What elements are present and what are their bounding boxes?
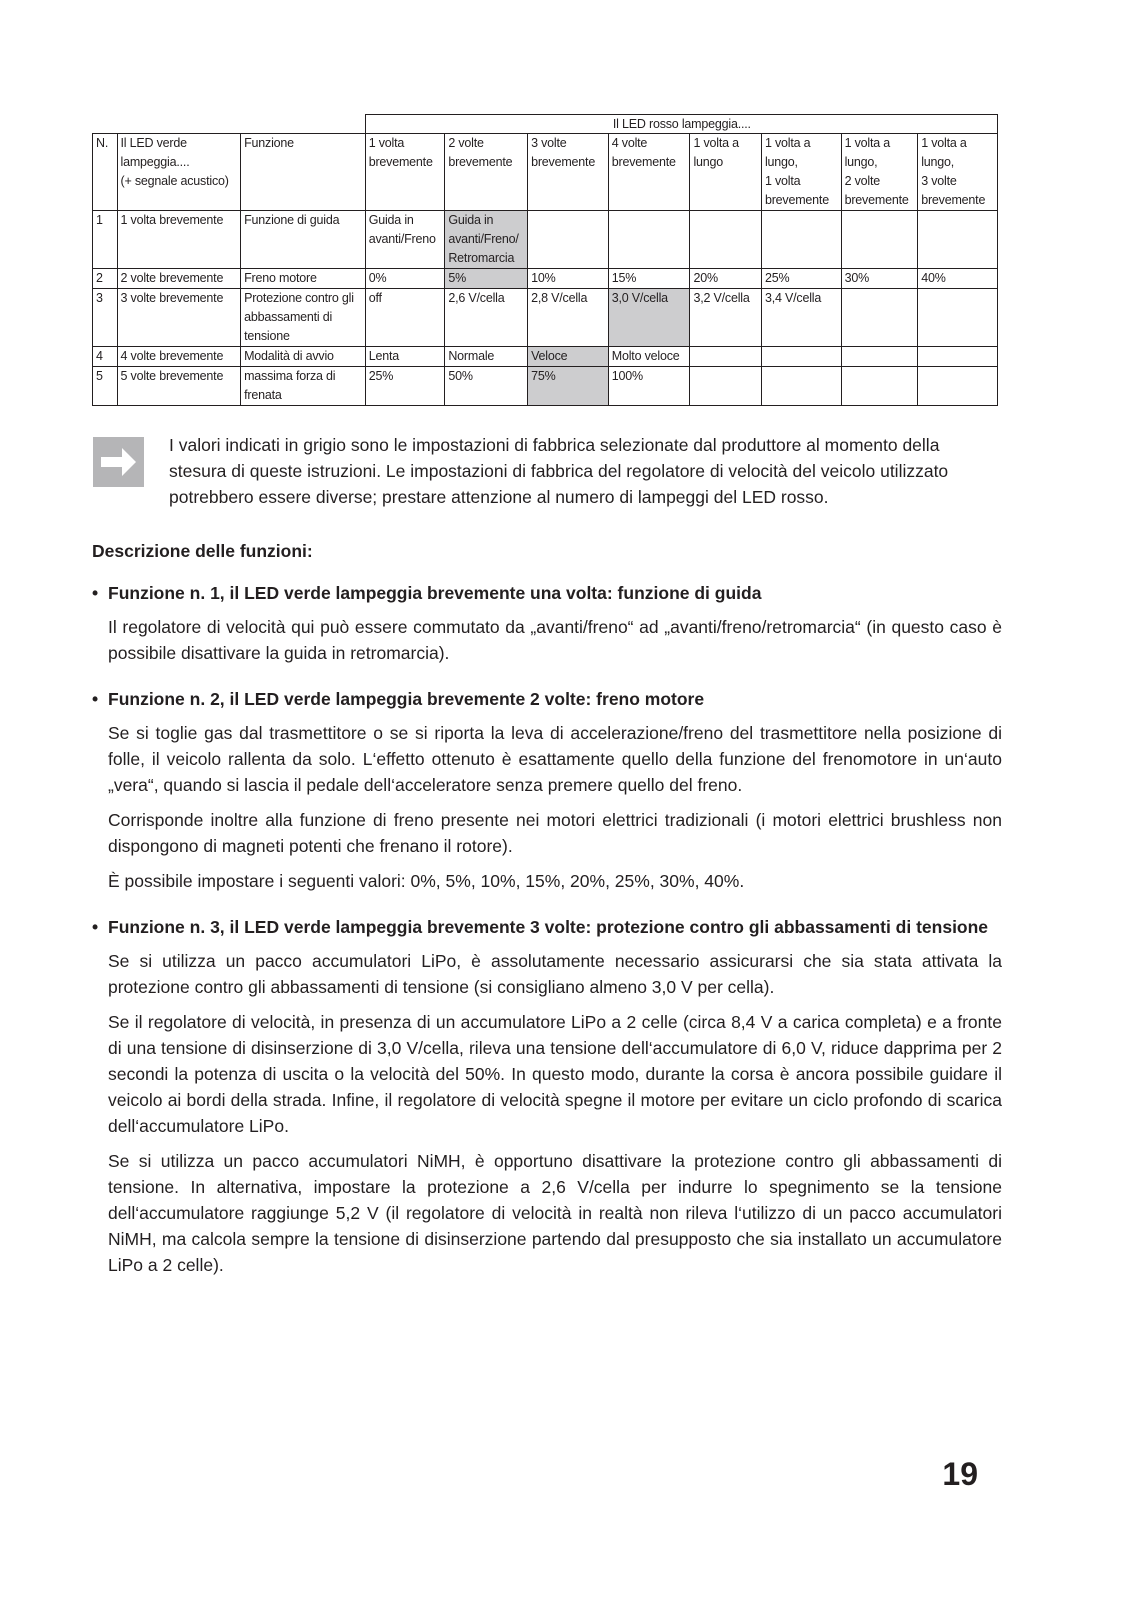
cell-value: Lenta — [365, 347, 445, 367]
cell-number: 4 — [93, 347, 118, 367]
cell-value: 30% — [841, 269, 918, 289]
function-description — [92, 538, 1002, 1298]
section-title: Descrizione delle funzioni: — [92, 541, 313, 561]
header-green-led: Il LED verde lampeggia.... (+ segnale acustico) — [117, 134, 241, 211]
cell-value — [608, 211, 690, 269]
function-1-title — [92, 580, 1002, 606]
cell-value: 50% — [445, 367, 528, 406]
header-red-4: 4 volte brevemente — [608, 134, 690, 211]
cell-value: 10% — [528, 269, 609, 289]
cell-value — [918, 347, 998, 367]
table-header-row — [93, 134, 998, 211]
bullet-icon: • — [92, 583, 99, 603]
paragraph: Se si utilizza un pacco accumulatori LiPo, è assolutamente necessario assicurarsi che sia stata attivata la protezione contro gli abbassamenti di tensione (si consigliano almeno 3,0 V per cella). — [108, 951, 1002, 997]
cell-green-led: 2 volte brevemente — [117, 269, 241, 289]
function-1 — [92, 580, 1002, 666]
cell-value: 100% — [608, 367, 690, 406]
cell-green-led: 1 volta brevemente — [117, 211, 241, 269]
cell-value — [918, 289, 998, 347]
cell-number: 3 — [93, 289, 118, 347]
header-red-1: 1 volta brevemente — [365, 134, 445, 211]
cell-value-default: 3,0 V/cella — [608, 289, 690, 347]
cell-number: 5 — [93, 367, 118, 406]
cell-value — [690, 367, 761, 406]
cell-value: 25% — [365, 367, 445, 406]
cell-value — [761, 347, 841, 367]
header-red-2: 2 volte brevemente — [445, 134, 528, 211]
table-header-row-top — [93, 115, 998, 134]
paragraph: Corrisponde inoltre alla funzione di freno presente nei motori elettrici tradizionali (i motori elettrici brushless non dispongono di magneti potenti che frenano il rotore). — [108, 810, 1002, 856]
cell-value — [690, 211, 761, 269]
arrow-right-icon — [93, 437, 144, 487]
cell-value: 20% — [690, 269, 761, 289]
bullet-icon: • — [92, 689, 99, 709]
red-led-header: Il LED rosso lampeggia.... — [365, 115, 997, 134]
cell-function: Modalità di avvio — [241, 347, 366, 367]
cell-green-led: 3 volte brevemente — [117, 289, 241, 347]
table-row — [93, 289, 998, 347]
page-number: 19 — [942, 1456, 978, 1492]
header-function: Funzione — [241, 134, 366, 211]
cell-value: 40% — [918, 269, 998, 289]
cell-number: 2 — [93, 269, 118, 289]
cell-value — [841, 347, 918, 367]
cell-value: 3,4 V/cella — [761, 289, 841, 347]
cell-value: 25% — [761, 269, 841, 289]
cell-value-default: 75% — [528, 367, 609, 406]
cell-function: massima forza di frenata — [241, 367, 366, 406]
note-text: I valori indicati in grigio sono le impostazioni di fabbrica selezionate dal produttore al momento della stesura di queste istruzioni. Le impostazioni di fabbrica del regolatore di velocità del veicolo utilizzato potrebbero essere diverse; prestare attenzione al numero di lampeggi del LED rosso. — [169, 435, 949, 507]
table-row — [93, 347, 998, 367]
header-red-7: 1 volta a lungo, 2 volte brevemente — [841, 134, 918, 211]
cell-value — [761, 211, 841, 269]
paragraph: Se il regolatore di velocità, in presenza di un accumulatore LiPo a 2 celle (circa 8,4 V a carica completa) e a fronte di una tensione di disinserzione di 3,0 V/cella, rileva una tensione dell‘accumulatore di 6,0 V, riduce dapprima per 2 secondi la potenza di uscita o la velocità del 50%. In questo modo, durante la corsa è ancora possibile guidare il veicolo ai bordi della strada. Infine, il regolatore di velocità spegne il motore per evitare un ciclo profondo di scarica dell‘accumulatore LiPo. — [108, 1012, 1002, 1136]
cell-value-default: 5% — [445, 269, 528, 289]
cell-number: 1 — [93, 211, 118, 269]
cell-value — [761, 367, 841, 406]
settings-table — [92, 114, 998, 406]
cell-value — [841, 367, 918, 406]
function-title-text: Funzione n. 1, il LED verde lampeggia brevemente una volta: funzione di guida — [108, 583, 762, 603]
function-title-text: Funzione n. 3, il LED verde lampeggia brevemente 3 volte: protezione contro gli abbassamenti di tensione — [108, 917, 989, 937]
cell-value: off — [365, 289, 445, 347]
cell-value: 15% — [608, 269, 690, 289]
cell-value-default: Guida in avanti/Freno/ Retromarcia — [445, 211, 528, 269]
cell-value: 3,2 V/cella — [690, 289, 761, 347]
header-red-8: 1 volta a lungo, 3 volte brevemente — [918, 134, 998, 211]
header-red-3: 3 volte brevemente — [528, 134, 609, 211]
header-red-6: 1 volta a lungo, 1 volta brevemente — [761, 134, 841, 211]
cell-value-default: Veloce — [528, 347, 609, 367]
cell-value — [841, 211, 918, 269]
cell-value: 0% — [365, 269, 445, 289]
paragraph: Il regolatore di velocità qui può essere commutato da „avanti/freno“ ad „avanti/freno/retromarcia“ (in questo caso è possibile disattivare la guida in retromarcia). — [108, 617, 1002, 663]
cell-value — [918, 367, 998, 406]
cell-value — [528, 211, 609, 269]
cell-value: 2,8 V/cella — [528, 289, 609, 347]
empty-corner-cell — [93, 115, 366, 134]
cell-value — [690, 347, 761, 367]
header-red-5: 1 volta a lungo — [690, 134, 761, 211]
table-row — [93, 269, 998, 289]
table-row — [93, 211, 998, 269]
function-2-title — [92, 686, 1002, 712]
table-row — [93, 367, 998, 406]
cell-value: Guida in avanti/Freno — [365, 211, 445, 269]
cell-function: Protezione contro gli abbassamenti di tensione — [241, 289, 366, 347]
paragraph: È possibile impostare i seguenti valori: 0%, 5%, 10%, 15%, 20%, 25%, 30%, 40%. — [108, 871, 745, 891]
header-number: N. — [93, 134, 118, 211]
function-2 — [92, 686, 1002, 894]
cell-value: Normale — [445, 347, 528, 367]
cell-value — [841, 289, 918, 347]
bullet-icon: • — [92, 917, 99, 937]
cell-green-led: 5 volte brevemente — [117, 367, 241, 406]
paragraph: Se si utilizza un pacco accumulatori NiMH, è opportuno disattivare la protezione contro gli abbassamenti di tensione. In alternativa, impostare la protezione a 2,6 V/cella per indurre lo spegnimento se la tensione dell‘accumulatore raggiunge 5,2 V (il regolatore di velocità in realtà non rileva l‘utilizzo di un pacco accumulatori NiMH, ma calcola sempre la tensione di disinserzione partendo dal presupposto che sia installato un accumulatore LiPo a 2 celle). — [108, 1151, 1002, 1275]
cell-function: Funzione di guida — [241, 211, 366, 269]
cell-value: Molto veloce — [608, 347, 690, 367]
paragraph: Se si toglie gas dal trasmettitore o se si riporta la leva di accelerazione/freno del trasmettitore nella posizione di folle, il veicolo rallenta da solo. L‘effetto ottenuto è esattamente quello della funzione del frenomotore in un‘auto „vera“, quando si lascia il pedale dell‘acceleratore senza premere quello del freno. — [108, 723, 1002, 795]
cell-function: Freno motore — [241, 269, 366, 289]
function-title-text: Funzione n. 2, il LED verde lampeggia brevemente 2 volte: freno motore — [108, 689, 705, 709]
function-3-title — [92, 914, 1002, 940]
cell-value — [918, 211, 998, 269]
cell-green-led: 4 volte brevemente — [117, 347, 241, 367]
function-3 — [92, 914, 1002, 1278]
cell-value: 2,6 V/cella — [445, 289, 528, 347]
